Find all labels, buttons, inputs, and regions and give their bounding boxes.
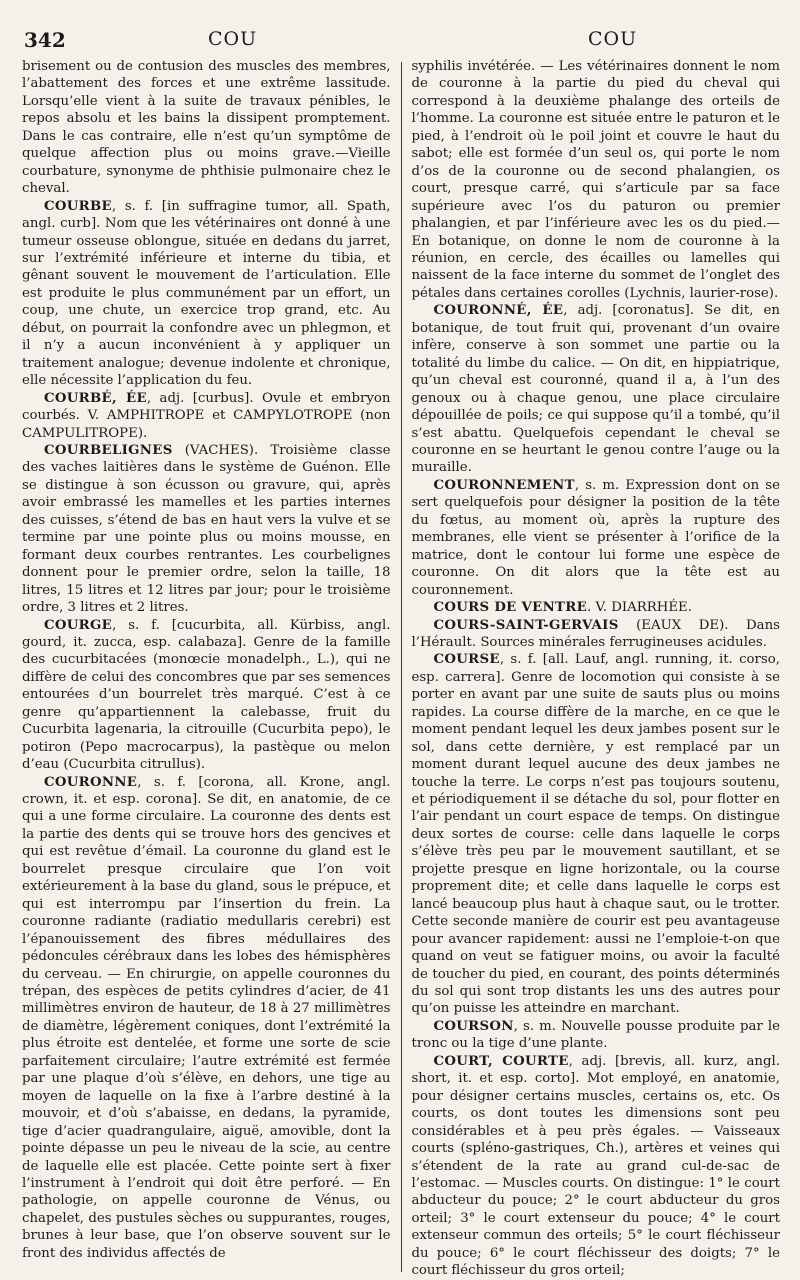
left-column bbox=[22, 58, 391, 1280]
dictionary-entry bbox=[22, 390, 391, 442]
entry-definition: (VACHES). Troisième classe des vaches laitières dans le système de Guénon. Elle se distingue à son écusson ou gravure, qui, après avoir embrassé les mamelles et les parties internes des cuisses, s’étend de bas en haut vers la vulve et se termine par une pointe plus ou moins mousse, en formant deux courbes rentrantes. Les courbelignes donnent pour le premier ordre, selon la taille, 18 litres, 15 litres et 12 litres par jour; pour le troisième ordre, 3 litres et 2 litres. bbox=[22, 442, 391, 616]
entry-headword: COURONNEMENT bbox=[433, 477, 575, 493]
entry-definition: , adj. [coronatus]. Se dit, en botanique, de tout fruit qui, provenant d’un ovaire infère, conserve à son sommet une partie ou la totalité du limbe du calice. — On dit, en hippiatrique, qu’un cheval est couronné, quand il a, à l’un des genoux ou à chaque genou, une place circulaire dépouillée de poils; ce qui suppose qu’il a tombé, qu’il s’est abattu. Quelquefois cependant le cheval se couronne en se heurtant le genou contre l’auge ou la muraille. bbox=[411, 303, 780, 476]
entry-headword: COURS-SAINT-GERVAIS bbox=[433, 617, 619, 633]
entry-headword: COURBELIGNES bbox=[44, 442, 173, 458]
dictionary-entry bbox=[22, 442, 391, 617]
entry-definition: , s. m. Nouvelle pousse produite par le tronc ou la tige d’une plante. bbox=[411, 1018, 780, 1052]
dictionary-entry bbox=[411, 599, 780, 616]
entry-definition: , s. f. [corona, all. Krone, angl. crown, it. et esp. corona]. Se dit, en anatomie, de ce qui a une forme circulaire. La couronne des dents est la partie des dents qui se trouve hors des gencives et qui est revêtue d’émail. La couronne du gland est le bourrelet presque circulaire que l’on voit extérieurement à la base du gland, sous le prépuce, et qui est interrompu par l’insertion du frein. La couronne radiante (radiatio medullaris cerebri) est l’épanouissement des fibres médullaires des pédoncules cérébraux dans les lobes des hémisphères du cerveau. — En chirurgie, on appelle couronnes du trépan, des espèces de petits cylindres d’acier, de 41 millimètres environ de hauteur, de 18 à 27 millimètres de diamètre, légèrement coniques, dont l’extrémité la plus étroite est dentelée, et forme une sorte de scie parfaitement circulaire; l’autre extrémité est fermée par une plaque d’où s’élève, en dehors, une tige au moyen de laquelle on la fixe à l’arbre destiné à la mouvoir, et d’où s’abaisse, en dedans, la pyramide, tige d’acier quadrangulaire, aiguë, amovible, dont la pointe dépasse un peu le niveau de la scie, au centre de laquelle elle est placée. Cette pointe sert à fixer l’instrument à l’endroit qui doit être perforé. — En pathologie, on appelle couronne de Vénus, ou chapelet, des pustules sèches ou suppurantes, rouges, brunes à leur base, que l’on observe souvent sur le front des individus affectés de bbox=[22, 774, 391, 1261]
entry-headword: COURONNÉ, ÉE bbox=[433, 303, 564, 319]
right-column bbox=[411, 58, 780, 1280]
entry-definition: , s. f. [cucurbita, all. Kürbiss, angl. gourd, it. zucca, esp. calabaza]. Genre de la famille des cucurbitacées (monœcie monadelph., L.), qui ne diffère de celui des concombres que par ses semences entourées d’un bourrelet très marqué. C’est à ce genre qu’appartiennent la calebasse, fruit du Cucurbita lagenaria, la citrouille (Cucurbita pepo), le potiron (Pepo macrocarpus), la pastèque ou melon d’eau (Cucurbita citrullus). bbox=[22, 617, 391, 773]
text-columns bbox=[22, 58, 780, 1280]
entry-headword: COURBÉ, ÉE bbox=[44, 390, 147, 406]
continued-paragraph: syphilis invétérée. — Les vétérinaires donnent le nom de couronne à la partie du pied du cheval qui correspond à la deuxième phalange des orteils de l’homme. La couronne est située entre le paturon et le pied, à l’endroit où le poil joint et couvre le haut du sabot; elle est formée d’un seul os, qui porte le nom d’os de la couronne ou de second phalangien, os court, presque carré, qui s’articule par sa face supérieure avec l’os du paturon ou premier phalangien, et par l’inférieure avec les os du pied.— En botanique, on donne le nom de couronne à la réunion, en cercle, des écailles ou lamelles qui naissent de la face interne du sommet de l’onglet des pétales dans certaines corolles (Lychnis, laurier-rose). bbox=[411, 59, 780, 301]
entry-definition: , adj. [curbus]. Ovule et embryon courbés. V. AMPHITROPE et CAMPYLOTROPE (non CAMPULITROPE). bbox=[22, 390, 391, 441]
page-header bbox=[22, 28, 780, 58]
entry-definition: , s. f. [all. Lauf, angl. running, it. corso, esp. carrera]. Genre de locomotion qui consiste à se porter en avant par une suite de sauts plus ou moins rapides. La course diffère de la marche, en ce que le moment pendant lequel les deux jambes posent sur le sol, dans cette dernière, y est remplacé par un moment durant lequel aucune des deux jambes ne touche la terre. Le corps n’est pas toujours soutenu, et périodiquement il se détache du sol, pour flotter en l’air pendant un court espace de temps. On distingue deux sortes de course: celle dans laquelle le corps s’élève très peu par le mouvement sautillant, et se projette presque en ligne horizontale, ou la course proprement dite; et celle dans laquelle le corps est lancé beaucoup plus haut à chaque saut, ou le trotter. Cette seconde manière de courir est peu avantageuse pour avancer rapidement: aussi ne l’emploie-t-on que quand on veut se fatiguer moins, ou avoir la faculté de toucher du pied, en courant, des points déterminés du sol qui sont trop distants les uns des autres pour qu’on puisse les atteindre en marchant. bbox=[411, 652, 780, 1017]
entry-headword: COURGE bbox=[44, 617, 113, 633]
dictionary-entry bbox=[411, 1053, 780, 1280]
dictionary-entry bbox=[22, 198, 391, 390]
dictionary-entry bbox=[411, 302, 780, 477]
entry-headword: COURT, COURTE bbox=[433, 1053, 569, 1069]
entry-headword: COURS DE VENTRE bbox=[433, 600, 588, 616]
running-headword-right: COU bbox=[588, 28, 638, 50]
page-number: 342 bbox=[24, 28, 66, 52]
dictionary-entry bbox=[411, 651, 780, 1018]
entry-headword: COURBE bbox=[44, 198, 112, 214]
dictionary-entry bbox=[22, 617, 391, 774]
running-headword-left: COU bbox=[208, 28, 258, 50]
entry-definition: , adj. [brevis, all. kurz, angl. short, it. et esp. corto]. Mot employé, en anatomie, pour désigner certains muscles, certains os, etc. Os courts, os dont toutes les dimensions sont peu considérables et à peu près égales. — Vaisseaux courts (spléno-gastriques, Ch.), artères et veines qui s’étendent de la rate au grand cul-de-sac de l’estomac. — Muscles courts. On distingue: 1° le court abducteur du pouce; 2° le court abducteur du gros orteil; 3° le court extenseur du pouce; 4° le court extenseur commun des orteils; 5° le court fléchisseur du pouce; 6° le court fléchisseur des doigts; 7° le court fléchisseur du gros orteil; bbox=[411, 1053, 780, 1279]
continued-paragraph: brisement ou de contusion des muscles des membres, l’abattement des forces et une extrême lassitude. Lorsqu’elle vient à la suite de travaux pénibles, le repos absolu et les bains la dissipent promptement. Dans le cas contraire, elle n’est qu’un symptôme de quelque affection plus ou moins grave.—Vieille courbature, synonyme de phthisie pulmonaire chez le cheval. bbox=[22, 59, 391, 197]
entry-definition: (EAUX DE). Dans l’Hérault. Sources minérales ferrugineuses acidules. bbox=[411, 617, 780, 650]
entry-definition: , s. f. [in suffragine tumor, all. Spath, angl. curb]. Nom que les vétérinaires ont donné à une tumeur osseuse oblongue, située en dedans du jarret, sur l’extrémité inférieure et interne du tibia, et gênant souvent le mouvement de l’articulation. Elle est produite le plus communément par un effort, un coup, une chute, un exercice trop grand, etc. Au début, on pourrait la confondre avec un phlegmon, et il n’y a aucun inconvénient à y appliquer un traitement analogue; devenue indolente et chronique, elle nécessite l’application du feu. bbox=[22, 198, 391, 389]
dictionary-entry bbox=[411, 477, 780, 599]
column-divider bbox=[401, 62, 402, 1272]
entry-headword: COURSE bbox=[433, 652, 500, 668]
entry-headword: COURONNE bbox=[44, 774, 138, 790]
dictionary-entry bbox=[22, 774, 391, 1263]
entry-headword: COURSON bbox=[433, 1018, 514, 1034]
dictionary-entry bbox=[411, 617, 780, 652]
entry-definition: . V. DIARRHÉE. bbox=[587, 600, 692, 616]
dictionary-entry bbox=[411, 1018, 780, 1053]
entry-definition: , s. m. Expression dont on se sert quelquefois pour désigner la position de la tête du fœtus, au moment où, après la rupture des membranes, elle vient se présenter à l’orifice de la matrice, dont le contour lui forme une espèce de couronne. On dit alors que la tête est au couronnement. bbox=[411, 477, 780, 598]
